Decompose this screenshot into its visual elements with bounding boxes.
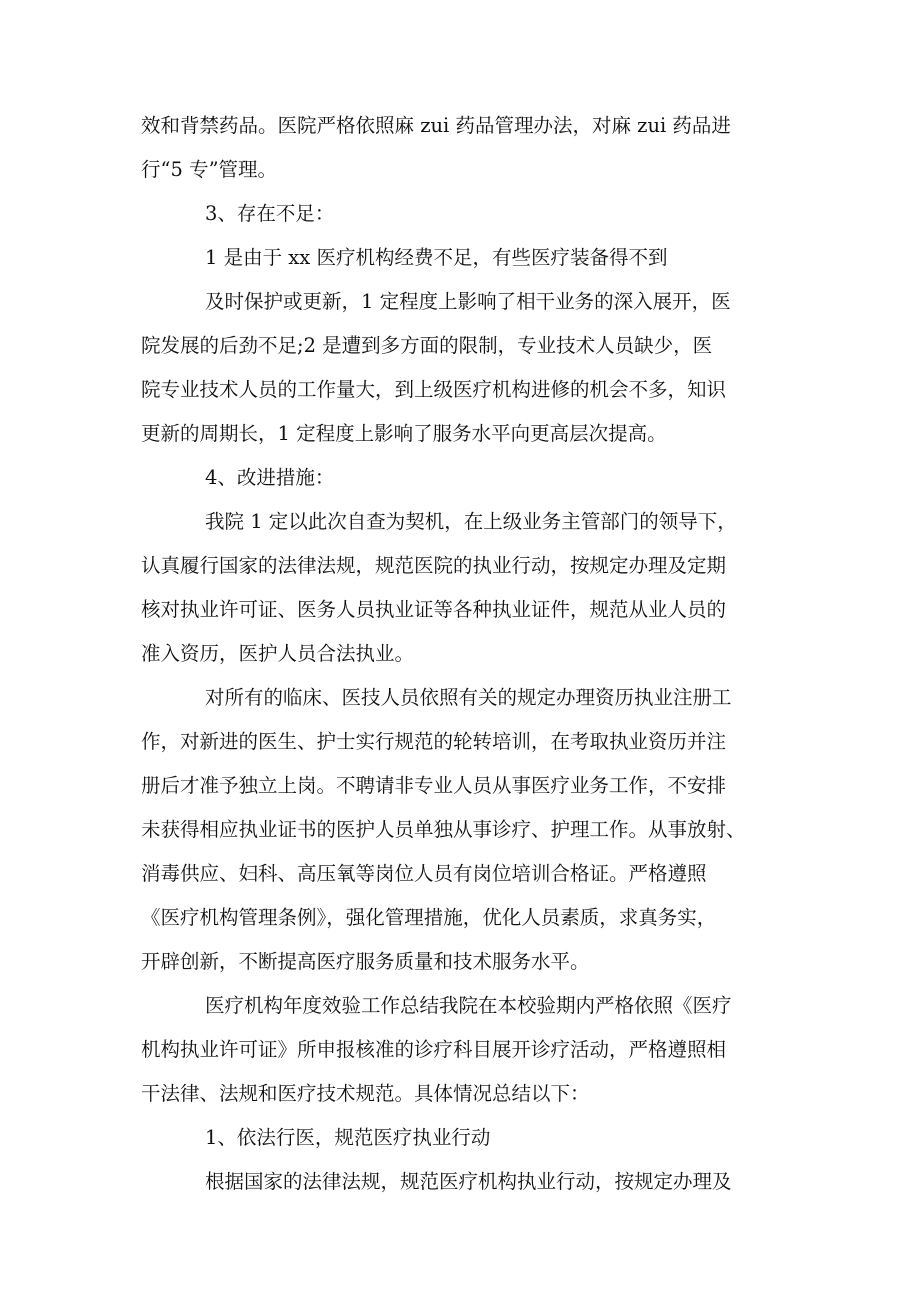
text-line: 院专业技术人员的工作量大，到上级医疗机构进修的机会不多，知识: [141, 378, 727, 401]
text-line: 未获得相应执业证书的医护人员单独从事诊疗、护理工作。从事放射、: [141, 818, 746, 841]
text-line: 根据国家的法律法规，规范医疗机构执业行动，按规定办理及: [205, 1170, 732, 1193]
text-line: 行“5 专”管理。: [141, 158, 278, 181]
section-heading: 3、存在不足：: [205, 202, 335, 225]
text-line: 干法律、法规和医疗技术规范。具体情况总结以下：: [141, 1082, 590, 1105]
text-line: 核对执业许可证、医务人员执业证等各种执业证件，规范从业人员的: [141, 598, 727, 621]
section-heading: 4、改进措施：: [205, 466, 335, 489]
text-line: 机构执业许可证》所申报核准的诊疗科目展开诊疗活动，严格遵照相: [141, 1038, 727, 1061]
section-heading: 1、依法行医，规范医疗执业行动: [205, 1126, 491, 1149]
text-line: 效和背禁药品。医院严格依照麻 zui 药品管理办法，对麻 zui 药品进: [141, 114, 731, 137]
text-line: 《医疗机构管理条例》，强化管理措施，优化人员素质，求真务实，: [141, 906, 717, 929]
text-line: 及时保护或更新，1 定程度上影响了相干业务的深入展开，医: [205, 290, 731, 313]
text-line: 院发展的后劲不足;2 是遭到多方面的限制，专业技术人员缺少，医: [141, 334, 713, 357]
text-line: 1 是由于 xx 医疗机构经费不足，有些医疗装备得不到: [205, 246, 668, 269]
text-line: 开辟创新，不断提高医疗服务质量和技术服务水平。: [141, 950, 590, 973]
text-line: 认真履行国家的法律法规，规范医院的执业行动，按规定办理及定期: [141, 554, 727, 577]
text-line: 我院 1 定以此次自查为契机，在上级业务主管部门的领导下，: [205, 510, 737, 533]
text-line: 对所有的临床、医技人员依照有关的规定办理资历执业注册工: [205, 686, 732, 709]
text-line: 更新的周期长，1 定程度上影响了服务水平向更高层次提高。: [141, 422, 667, 445]
text-line: 作，对新进的医生、护士实行规范的轮转培训，在考取执业资历并注: [141, 730, 727, 753]
text-line: 册后才准予独立上岗。不聘请非专业人员从事医疗业务工作，不安排: [141, 774, 727, 797]
text-line: 准入资历，医护人员合法执业。: [141, 642, 415, 665]
text-line: 医疗机构年度效验工作总结我院在本校验期内严格依照《医疗: [205, 994, 732, 1017]
text-line: 消毒供应、妇科、高压氧等岗位人员有岗位培训合格证。严格遵照: [141, 862, 707, 885]
